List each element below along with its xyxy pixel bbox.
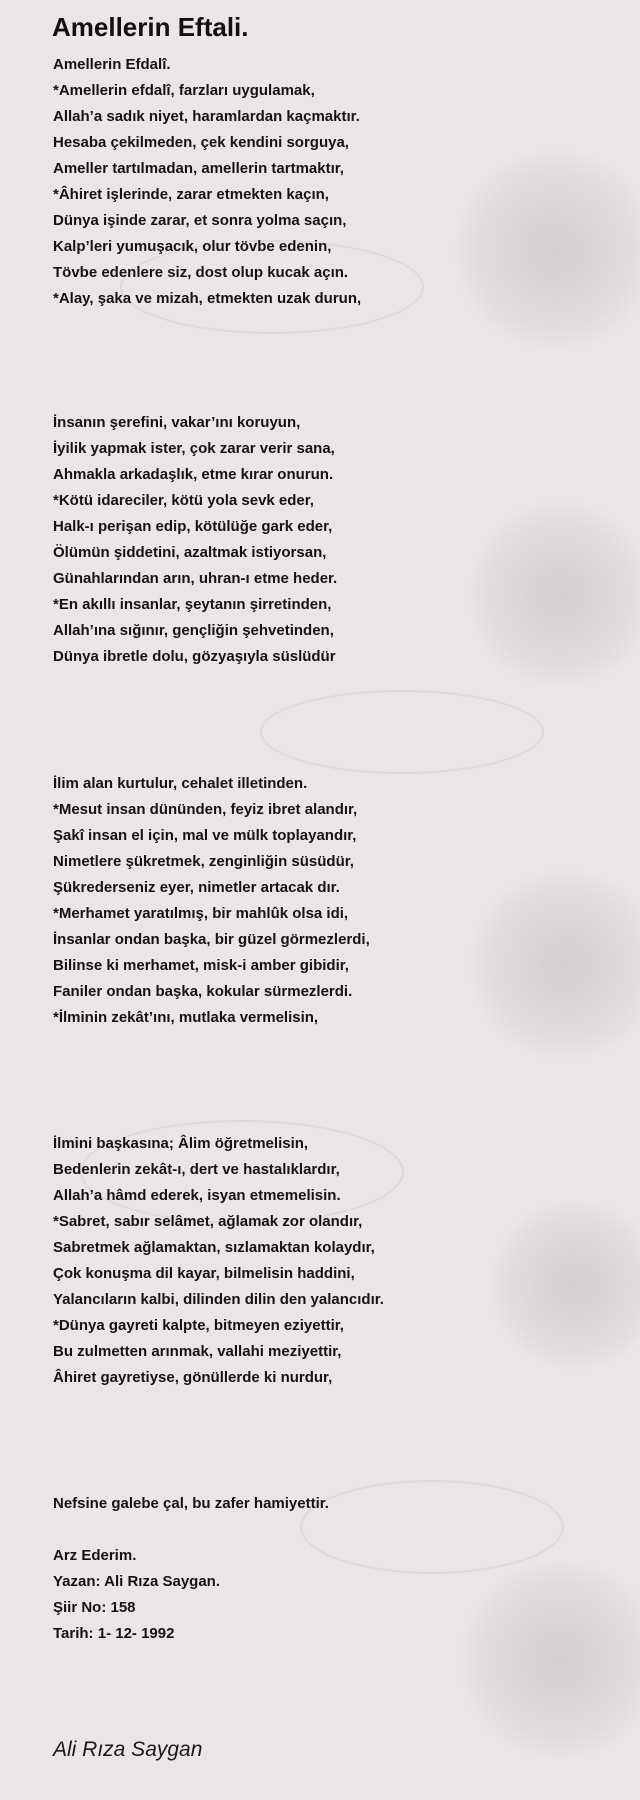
poem-line: Şükrederseniz eyer, nimetler artacak dır. xyxy=(53,879,340,896)
stanza-2 xyxy=(53,410,337,670)
poem-line: Ölümün şiddetini, azaltmak istiyorsan, xyxy=(53,544,327,561)
poem-line: Nefsine galebe çal, bu zafer hamiyettir. xyxy=(53,1495,329,1512)
poem-line: *Mesut insan dününden, feyiz ibret alandır, xyxy=(53,801,358,818)
poem-line: İyilik yapmak ister, çok zarar verir sana, xyxy=(53,440,335,457)
poem-line: Allah’ına sığınır, gençliğin şehvetinden, xyxy=(53,622,334,639)
stanza-5 xyxy=(53,1491,329,1517)
poem-line: Şakî insan el için, mal ve mülk toplayandır, xyxy=(53,827,357,844)
poem-line: *Amellerin efdalî, farzları uygulamak, xyxy=(53,82,315,99)
stanza-3 xyxy=(53,771,370,1031)
poem-line: *Merhamet yaratılmış, bir mahlûk olsa idi, xyxy=(53,905,349,922)
poem-line: İlim alan kurtulur, cehalet illetinden. xyxy=(53,775,308,792)
poem-line: *Dünya gayreti kalpte, bitmeyen eziyettir, xyxy=(53,1317,344,1334)
poem-line: Amellerin Efdalî. xyxy=(53,56,171,73)
poem-line: Tövbe edenlere siz, dost olup kucak açın. xyxy=(53,264,349,281)
poem-line: Dünya ibretle dolu, gözyaşıyla süslüdür xyxy=(53,648,336,665)
poem-line: Allah’a hâmd ederek, isyan etmemelisin. xyxy=(53,1187,341,1204)
poem-line: Ameller tartılmadan, amellerin tartmaktır, xyxy=(53,160,344,177)
poem-line: Kalp’leri yumuşacık, olur tövbe edenin, xyxy=(53,238,332,255)
poem-line: Halk-ı perişan edip, kötülüğe gark eder, xyxy=(53,518,333,535)
stanza-4 xyxy=(53,1131,384,1391)
poem-line: *Sabret, sabır selâmet, ağlamak zor olandır, xyxy=(53,1213,363,1230)
poem-date: Tarih: 1- 12- 1992 xyxy=(53,1625,175,1642)
poem-line: *Kötü idareciler, kötü yola sevk eder, xyxy=(53,492,314,509)
poem-line: Nimetlere şükretmek, zenginliğin süsüdür, xyxy=(53,853,354,870)
poem-signature-block xyxy=(53,1543,220,1647)
poem-line: Ahmakla arkadaşlık, etme kırar onurun. xyxy=(53,466,334,483)
poem-line: Günahlarından arın, uhran-ı etme heder. xyxy=(53,570,338,587)
poem-line: *Âhiret işlerinde, zarar etmekten kaçın, xyxy=(53,186,329,203)
author-line: Yazan: Ali Rıza Saygan. xyxy=(53,1573,220,1590)
poem-line: Âhiret gayretiyse, gönüllerde ki nurdur, xyxy=(53,1369,333,1386)
poem-line: *En akıllı insanlar, şeytanın şirretinden, xyxy=(53,596,332,613)
poem-line: *Alay, şaka ve mizah, etmekten uzak durun, xyxy=(53,290,362,307)
poem-line: Faniler ondan başka, kokular sürmezlerdi. xyxy=(53,983,353,1000)
closing-line: Arz Ederim. xyxy=(53,1547,137,1564)
poem-line: Bedenlerin zekât-ı, dert ve hastalıklardır, xyxy=(53,1161,340,1178)
poem-line: Dünya işinde zarar, et sonra yolma saçın, xyxy=(53,212,347,229)
poem-line: Bu zulmetten arınmak, vallahi meziyettir, xyxy=(53,1343,342,1360)
poem-number: Şiir No: 158 xyxy=(53,1599,136,1616)
poem-line: *İlminin zekât’ını, mutlaka vermelisin, xyxy=(53,1009,319,1026)
poem-title: Amellerin Eftali. xyxy=(52,12,249,42)
poem-line: Allah’a sadık niyet, haramlardan kaçmaktır. xyxy=(53,108,360,125)
poem-line: İnsanın şerefini, vakar’ını koruyun, xyxy=(53,414,301,431)
poem-line: Yalancıların kalbi, dilinden dilin den yalancıdır. xyxy=(53,1291,384,1308)
author-name: Ali Rıza Saygan xyxy=(53,1738,203,1761)
stanza-1 xyxy=(53,52,361,312)
poem-line: Sabretmek ağlamaktan, sızlamaktan kolaydır, xyxy=(53,1239,375,1256)
poem-line: Bilinse ki merhamet, misk-i amber gibidir, xyxy=(53,957,349,974)
poem-line: Çok konuşma dil kayar, bilmelisin haddini, xyxy=(53,1265,355,1282)
poem-line: İlmini başkasına; Âlim öğretmelisin, xyxy=(53,1135,309,1152)
poem-line: Hesaba çekilmeden, çek kendini sorguya, xyxy=(53,134,349,151)
poem-line: İnsanlar ondan başka, bir güzel görmezlerdi, xyxy=(53,931,370,948)
